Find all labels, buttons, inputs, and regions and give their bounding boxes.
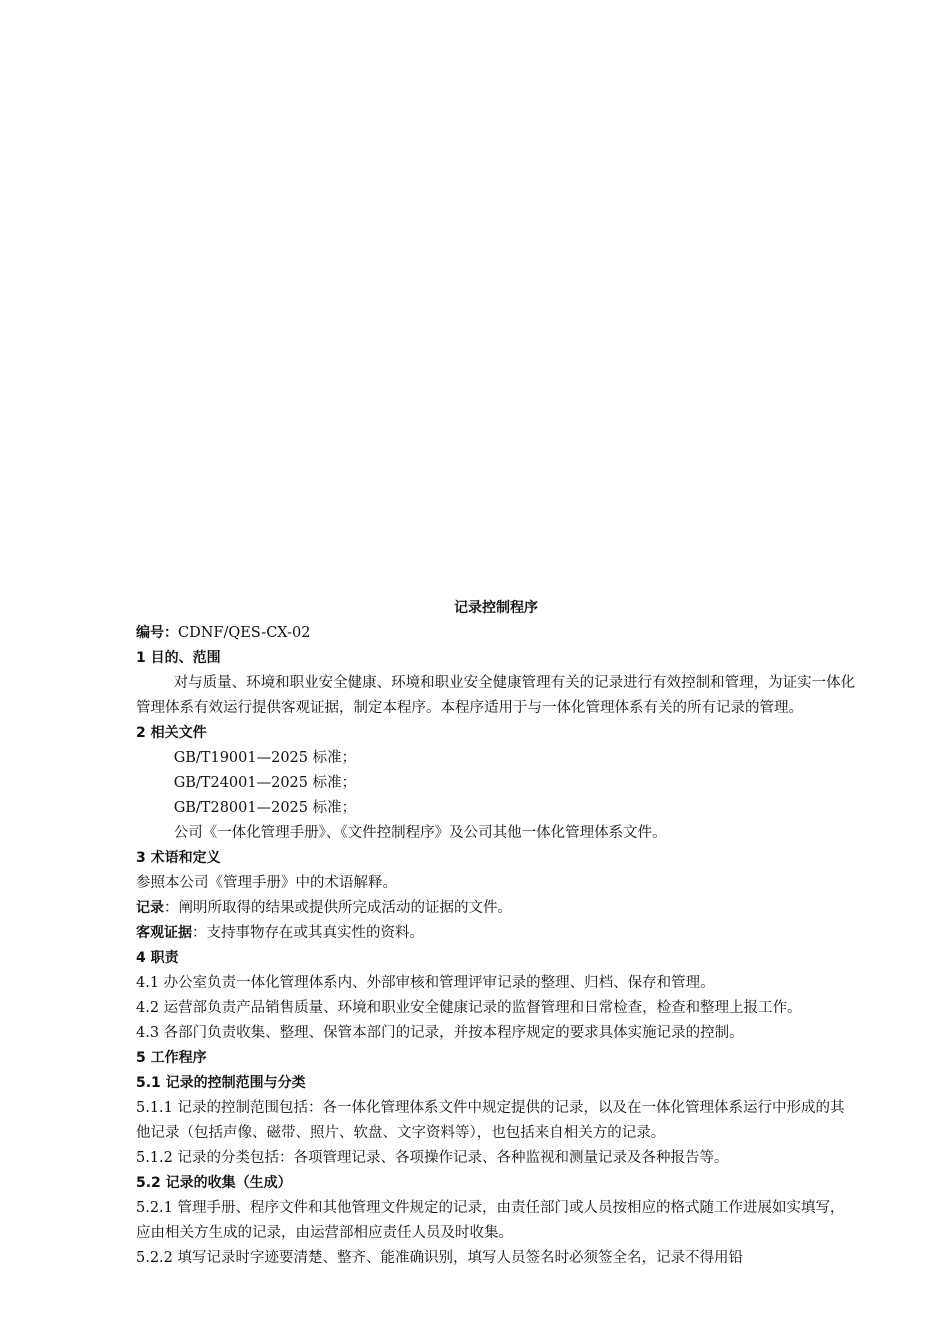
section-2-item: GB/T28001—2025 标准； bbox=[173, 800, 357, 816]
section-4-item: 4.1 办公室负责一体化管理体系内、外部审核和管理评审记录的整理、归档、保存和管理。 bbox=[136, 975, 715, 991]
section-5-2-item: 5.2.1 管理手册、程序文件和其他管理文件规定的记录，由责任部门或人员按相应的格式随工作进展如实填写，应由相关方生成的记录，由运营部相应责任人员及时收集。 bbox=[136, 1200, 845, 1241]
code-value: CDNF/QES-CX-02 bbox=[178, 625, 311, 641]
section-2-item: 公司《一体化管理手册》、《文件控制程序》及公司其他一体化管理体系文件。 bbox=[173, 825, 667, 841]
section-5-1-item: 5.1.2 记录的分类包括：各项管理记录、各项操作记录、各种监视和测量记录及各种报告等。 bbox=[136, 1150, 729, 1166]
section-3-intro: 参照本公司《管理手册》中的术语解释。 bbox=[136, 875, 397, 891]
definition-term: 客观证据 bbox=[136, 925, 192, 941]
definition-body: ：阐明所取得的结果或提供所完成活动的证据的文件。 bbox=[164, 900, 512, 916]
section-1-body: 对与质量、环境和职业安全健康、环境和职业安全健康管理有关的记录进行有效控制和管理，为证实一体化管理体系有效运行提供客观证据，制定本程序。本程序适用于与一体化管理体系有关的所有记录的管理。 bbox=[136, 675, 856, 716]
section-4-item: 4.2 运营部负责产品销售质量、环境和职业安全健康记录的监督管理和日常检查，检查和整理上报工作。 bbox=[136, 1000, 802, 1016]
document-code bbox=[136, 621, 856, 646]
section-2-item: GB/T19001—2025 标准； bbox=[173, 750, 357, 766]
definition-record bbox=[136, 896, 856, 921]
document-page bbox=[136, 596, 856, 1271]
section-1-heading: 1 目的、范围 bbox=[136, 650, 221, 666]
definition-evidence bbox=[136, 921, 856, 946]
section-2-item: GB/T24001—2025 标准； bbox=[173, 775, 357, 791]
section-5-heading: 5 工作程序 bbox=[136, 1050, 207, 1066]
section-4-heading: 4 职责 bbox=[136, 950, 179, 966]
document-title: 记录控制程序 bbox=[454, 600, 538, 616]
section-5-1-item: 5.1.1 记录的控制范围包括：各一体化管理体系文件中规定提供的记录，以及在一体化管理体系运行中形成的其他记录（包括声像、磁带、照片、软盘、文字资料等），也包括来自相关方的记录。 bbox=[136, 1100, 845, 1141]
definition-body: ：支持事物存在或其真实性的资料。 bbox=[192, 925, 424, 941]
section-3-heading: 3 术语和定义 bbox=[136, 850, 221, 866]
section-4-item: 4.3 各部门负责收集、整理、保管本部门的记录，并按本程序规定的要求具体实施记录的控制。 bbox=[136, 1025, 744, 1041]
section-2-heading: 2 相关文件 bbox=[136, 725, 207, 741]
section-5-1-heading: 5.1 记录的控制范围与分类 bbox=[136, 1075, 306, 1091]
section-5-2-item: 5.2.2 填写记录时字迹要清楚、整齐、能准确识别，填写人员签名时必须签全名，记录不得用铅 bbox=[136, 1250, 743, 1266]
definition-term: 记录 bbox=[136, 900, 164, 916]
code-label: 编号： bbox=[136, 625, 178, 641]
section-5-2-heading: 5.2 记录的收集（生成） bbox=[136, 1175, 292, 1191]
